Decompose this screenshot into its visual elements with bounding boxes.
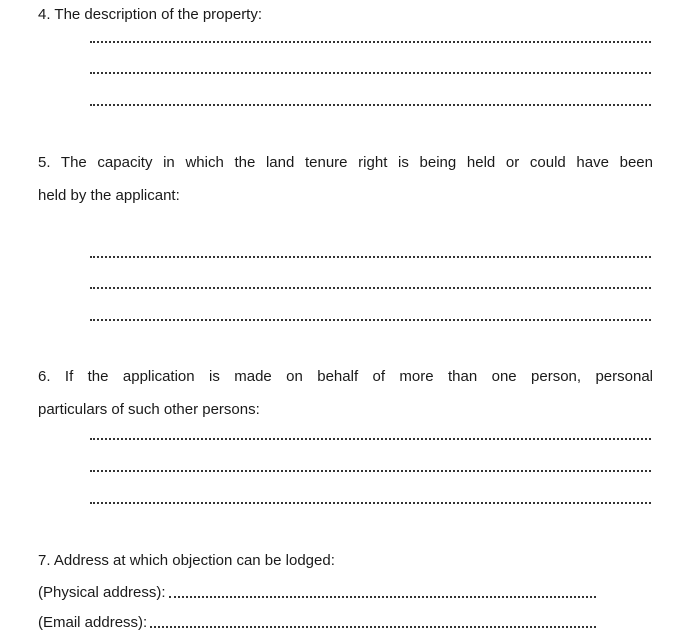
section-5-heading-line-2: held by the applicant: — [38, 187, 180, 204]
physical-address-label: (Physical address): — [38, 584, 166, 601]
email-address-field[interactable] — [150, 626, 596, 628]
section-6-line-1[interactable] — [90, 438, 651, 442]
email-address-label: (Email address): — [38, 614, 148, 631]
section-6-line-2[interactable] — [90, 470, 651, 474]
section-7-heading: 7. Address at which objection can be lodged: — [38, 552, 335, 569]
email-address-row — [38, 615, 596, 630]
section-4-line-2[interactable] — [90, 72, 651, 76]
section-5-line-1[interactable] — [90, 256, 651, 260]
section-6-heading-line-2: particulars of such other persons: — [38, 401, 260, 418]
section-6-line-3[interactable] — [90, 502, 651, 506]
section-6-heading-line-1: 6. If the application is made on behalf of more than one person, personal — [38, 368, 653, 385]
section-4-heading: 4. The description of the property: — [38, 6, 263, 23]
physical-address-row — [38, 585, 596, 600]
section-4-line-1[interactable] — [90, 41, 651, 45]
section-4-line-3[interactable] — [90, 104, 651, 108]
section-5-heading-line-1: 5. The capacity in which the land tenure right is being held or could have been — [38, 154, 653, 171]
section-5-line-3[interactable] — [90, 319, 651, 323]
section-5-line-2[interactable] — [90, 287, 651, 291]
physical-address-field[interactable] — [169, 596, 596, 598]
